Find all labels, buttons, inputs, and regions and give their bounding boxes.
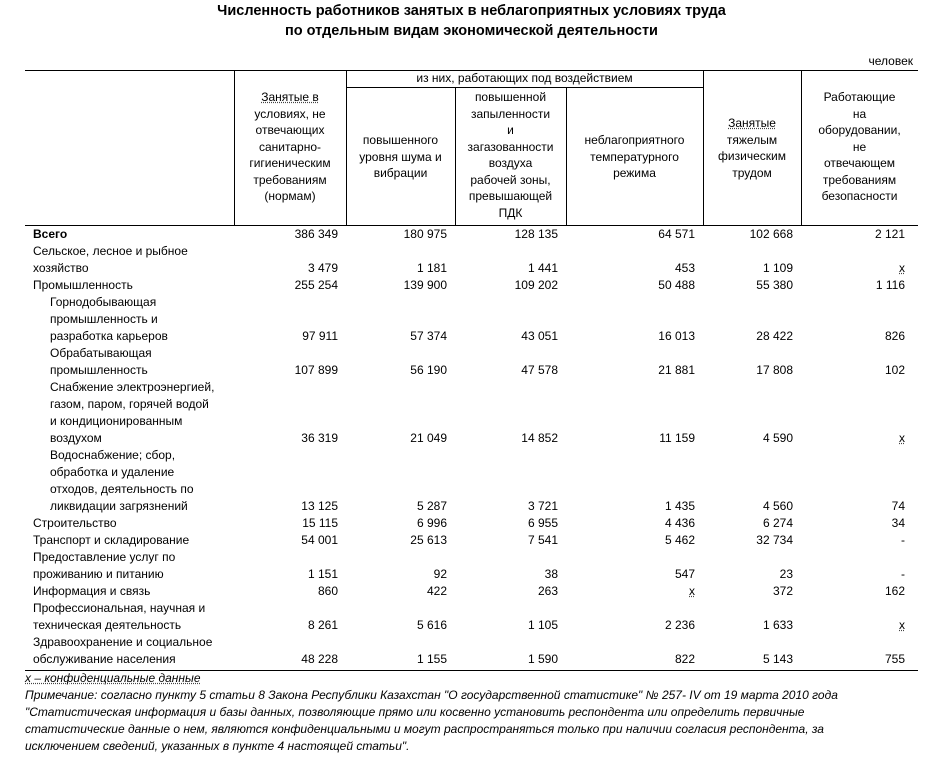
table-cell-value: 21 049 — [410, 431, 447, 445]
table-cell-value: 17 808 — [756, 363, 793, 377]
table-cell-value: 180 975 — [403, 227, 447, 241]
table-cell-value: x — [899, 618, 905, 632]
table-cell-value: 263 — [537, 584, 558, 598]
table-cell-value: 16 013 — [658, 329, 695, 343]
table-cell-value: 1 151 — [307, 567, 338, 581]
row-label-line: Предоставление услуг по — [33, 550, 176, 564]
row-label-line: ликвидации загрязнений — [50, 499, 188, 513]
table-cell-value: 6 955 — [527, 516, 558, 530]
table-cell-value: 5 287 — [416, 499, 447, 513]
row-label-line: обработка и удаление — [50, 465, 175, 479]
table-cell-value: 25 613 — [410, 533, 447, 547]
unit-label: человек — [868, 54, 913, 68]
row-label-line: газом, паром, горячей водой — [50, 397, 209, 411]
table-cell-value: - — [901, 533, 905, 547]
table-cell-value: 23 — [779, 567, 793, 581]
table-cell-value: 38 — [544, 567, 558, 581]
table-cell-value: 74 — [891, 499, 905, 513]
table-cell-value: 11 159 — [659, 431, 695, 445]
table-cell-value: 372 — [772, 584, 793, 598]
row-label-line: проживанию и питанию — [33, 567, 164, 581]
header-col4: неблагоприятного температурного режима — [584, 133, 685, 180]
table-cell-value: 162 — [884, 584, 905, 598]
table-cell-value: 1 109 — [762, 261, 793, 275]
table-cell-value: 8 261 — [307, 618, 338, 632]
table-cell-value: 822 — [674, 652, 695, 666]
header-col6: Работающие на оборудовании, не отвечающем требованиям безопасности — [818, 90, 901, 203]
table-cell-value: 2 121 — [874, 227, 905, 241]
table-cell-value: 54 001 — [301, 533, 338, 547]
footnote-line-3: статистические данные о нем, являются конфиденциальными и могут распространяться только при наличии согласия респондента, за — [25, 722, 824, 736]
table-cell-value: 7 541 — [527, 533, 558, 547]
table-cell-value: 128 135 — [514, 227, 558, 241]
table-cell-value: 36 319 — [301, 431, 338, 445]
footnote-line-4: исключением сведений, указанных в пункте 4 настоящей статьи". — [25, 739, 410, 753]
table-cell-value: 5 143 — [762, 652, 793, 666]
table-cell-value: 826 — [884, 329, 905, 343]
table-cell-value: x — [899, 431, 905, 445]
table-cell-value: 4 590 — [762, 431, 793, 445]
table-cell-value: - — [901, 567, 905, 581]
document-title-line1: Численность работников занятых в неблагоприятных условиях труда — [217, 3, 726, 19]
row-label-line: промышленность и — [50, 312, 158, 326]
table-cell-value: 97 911 — [302, 329, 338, 343]
table-cell-value: x — [689, 584, 695, 598]
table-cell-value: 1 155 — [416, 652, 447, 666]
table-cell-value: 453 — [674, 261, 695, 275]
row-label-line: Сельское, лесное и рыбное — [33, 244, 188, 258]
row-label-line: Горнодобывающая — [50, 295, 157, 309]
table-cell-value: 1 181 — [416, 261, 447, 275]
header-col1: Занятые в условиях, не отвечающих санитарно- гигиеническим требованиям (нормам) — [249, 90, 331, 203]
row-label-line: отходов, деятельность по — [50, 482, 194, 496]
table-cell-value: 5 462 — [664, 533, 695, 547]
row-label-line: Профессиональная, научная и — [33, 601, 206, 615]
table-cell-value: x — [899, 261, 905, 275]
table-cell-value: 1 633 — [762, 618, 793, 632]
table-cell-value: 3 721 — [527, 499, 558, 513]
header-col5: Занятые тяжелым физическим трудом — [718, 116, 786, 180]
table-cell-value: 92 — [433, 567, 447, 581]
table-cell-value: 422 — [426, 584, 447, 598]
table-cell-value: 755 — [884, 652, 905, 666]
table-cell-value: 3 479 — [307, 261, 338, 275]
table-cell-value: 13 125 — [301, 499, 338, 513]
table-cell-value: 4 436 — [664, 516, 695, 530]
row-label-line: Всего — [33, 227, 68, 241]
table-cell-value: 102 — [884, 363, 905, 377]
row-label-line: Снабжение электроэнергией, — [50, 380, 215, 394]
table-cell-value: 102 668 — [749, 227, 793, 241]
row-label-line: Здравоохранение и социальное — [33, 635, 213, 649]
table-cell-value: 547 — [674, 567, 695, 581]
row-label-line: Водоснабжение; сбор, — [50, 448, 176, 462]
table-cell-value: 48 228 — [301, 652, 338, 666]
footnote-line-1: Примечание: согласно пункту 5 статьи 8 Закона Республики Казахстан "О государственной статистике" № 257- IV от 19 марта 2010 года — [25, 688, 838, 702]
table-cell-value: 55 380 — [756, 278, 793, 292]
row-label-line: хозяйство — [33, 261, 89, 275]
table-cell-value: 14 852 — [521, 431, 558, 445]
group-header-rule — [346, 87, 703, 88]
legend-note: x – конфиденциальные данные — [25, 671, 201, 685]
row-label-line: Обрабатывающая — [50, 346, 152, 360]
table-cell-value: 6 996 — [416, 516, 447, 530]
table-cell-value: 255 254 — [294, 278, 338, 292]
table-cell-value: 1 441 — [527, 261, 558, 275]
row-label-line: воздухом — [50, 431, 102, 445]
table-cell-value: 28 422 — [756, 329, 793, 343]
table-cell-value: 1 116 — [875, 278, 905, 292]
document-title-line2: по отдельным видам экономической деятельности — [285, 23, 658, 39]
header-col2: повышенного уровня шума и вибрации — [359, 133, 442, 180]
table-cell-value: 1 590 — [527, 652, 558, 666]
table-cell-value: 6 274 — [762, 516, 793, 530]
footnote-line-2: "Статистическая информация и базы данных, позволяющие прямо или косвенно установить респондента или определить первичные — [25, 705, 805, 719]
table-cell-value: 139 900 — [403, 278, 447, 292]
row-label-line: и кондиционированным — [50, 414, 183, 428]
table-cell-value: 34 — [891, 516, 905, 530]
table-cell-value: 56 190 — [410, 363, 447, 377]
row-label-line: Промышленность — [33, 278, 133, 292]
row-label-line: промышленность — [50, 363, 148, 377]
table-cell-value: 386 349 — [294, 227, 338, 241]
row-label-line: обслуживание населения — [33, 652, 176, 666]
row-label-line: Строительство — [33, 516, 117, 530]
table-cell-value: 15 115 — [302, 516, 338, 530]
table-cell-value: 64 571 — [658, 227, 695, 241]
table-cell-value: 860 — [317, 584, 338, 598]
row-label-line: разработка карьеров — [50, 329, 168, 343]
table-cell-value: 57 374 — [410, 329, 447, 343]
row-label-line: Информация и связь — [33, 584, 151, 598]
header-group: из них, работающих под воздействием — [416, 71, 633, 85]
table-cell-value: 43 051 — [521, 329, 558, 343]
table-cell-value: 109 202 — [514, 278, 558, 292]
table-cell-value: 5 616 — [416, 618, 447, 632]
row-label-line: Транспорт и складирование — [33, 533, 190, 547]
table-cell-value: 32 734 — [756, 533, 793, 547]
table-cell-value: 1 105 — [527, 618, 558, 632]
row-label-line: техническая деятельность — [33, 618, 182, 632]
table-cell-value: 50 488 — [658, 278, 695, 292]
table-cell-value: 2 236 — [664, 618, 695, 632]
table-cell-value: 107 899 — [294, 363, 338, 377]
header-col3: повышенной запыленности и загазованности воздуха рабочей зоны, превышающей ПДК — [467, 90, 554, 220]
table-cell-value: 1 435 — [664, 499, 695, 513]
table-cell-value: 47 578 — [521, 363, 558, 377]
table-cell-value: 4 560 — [762, 499, 793, 513]
table-cell-value: 21 881 — [658, 363, 695, 377]
